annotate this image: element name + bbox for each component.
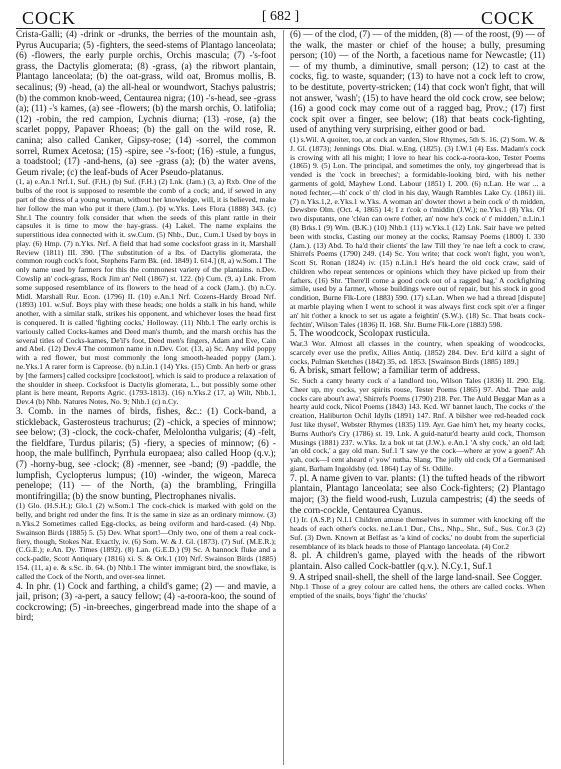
header-rule: [16, 28, 545, 29]
entry-paragraph: 4. In phr. (1) Cock and farthing, a child's game; (2) — and mavie, a jail, prison; (3) -a-pert, a saucy fellow; (4) -a-roora-koo, the sound of cockcrowing; (5) -in-breeches, gingerbread made into the shape of a bird;: [16, 581, 276, 624]
citation-paragraph: (1) s.Wil. A quoiter, too, at cock an varden, Slow Rhymes, 5th S. 16. (2) Som. W. & J. Gl. (1873); Jennings Obs. Dial. w.Eng. (1825). (3) I.W.1 (4) Ess. Madam's cock is crowing with all his might; I love to hear his cock-a-roora-koo, Tester Poems (1865) 9. (5) Lon. The principal, and sometimes the only, toy gingerbread that is vended is the 'cock in breeches'; a formidable-looking bird, with his nether garments of gold, Mayhew Lond. Labour (1851) I. 200. (6) n.Lan. He war ... a noted fechter,—th' cock o' th' clod in his day, Waugh Rambles Lake Cy. (1861) iii. (7) n.Yks.1,2, e.Yks.1 w.Yks. A woman an' dowter thowt a bein cock o' th midden, Dewsbre Olm. (Oct. 4, 1865) 14; I z t'cok o t'middin (J.W.); ne.Yks.1 (8) Yks. Of two disputants, one 'cléan can owre t'other, an' now he's cock o' t' midden,' n.Lin.1 (8) Brks.1 (9) Wm. (B.K.) (10) Nhb.1 (11) w.Yks.1 (12) Lnk. Sair have we pelted been with stocks, Casting our money at the cocks, Ramsay Poems (1800) I. 330 (Jam.). (13) Abd. To ha'd their clients' the law Till they 're nae left a cock to craw, Shirrefs Poems (1790) 249. (14) Sc. You write; that cock won't fight, you won't, Scott St. Ronan (1824) iv. (15) n.Lin.1 He's heard the old cock craw, said of children who repeat sentences or opinions which they have picked up from their fathers. (16) Shr. 'There'll come a good cock out of a ragged bag.' A cockfighting simile, used by a farmer, whose buildings were out of repair, but his stock in good condition, Burne Flk-Lore (1883) 590. (17) s.Lan. When we had a thread [dispute] at marble playing when I went to school it was always first cock spit o'er a finger an' hit t'other a knock to set us agate a feightin' (S.W.). (18) Sc. That beats cock-fechtin', Wilson Tales (1836) II. 168. Shr. Burne Flk-Lore (1883) 598.: [290, 134, 545, 329]
page-number: [ 682 ]: [261, 9, 300, 24]
right-column: [290, 30, 545, 765]
entry-paragraph: 9. A striped snail-shell, the shell of the large land-snail. See Cogger.: [290, 572, 543, 583]
header-right-word: COCK: [480, 8, 535, 28]
citation-paragraph: Sc. Such a canty hearty cock o' a landlord too, Wilson Tales (1836) II. 290. Elg. Cheer up, my cocks, yer spirits rouse, Tester Poems (1865) 97. Abd. Thae auld cocks care about't awa', Shirrefs Poems (1790) 218. Per. The Auld Beggar Man as a hearty auld cock, Nicol Poems (1843) 143. Kcd. Wi' bannet lauch, The cocks o' the creation, Haliburton Ochil Idylls (1891) 147. Rnf. A bilsher wee red-headed cock Just like thysel', Webster Rhymes (1835) 119. Ayr. Gae him't het, my hearty cocks, Burns Author's Cry (1786) st. 19. Lnk. A guid-natur'd hearty auld cock, Thomson Musings (1881) 237. w.Yks. Iz a bok ut tat (J.W.). e.An.1 'A shy cock,' an old lad; 'an old cock,' a gay old man. Suf.1 'I saw ye the cock—where ar yow a goen?' Ah yah, cock—I cent aheard o' yow' nutha. Slang. The jolly old cock Of a Germanised giant, Barham Ingoldsby (ed. 1864) Lay of St. Odille.: [290, 376, 545, 474]
citation-paragraph: (1) Ir. (A.S.P.) N.I.1 Children amuse themselves in summer with knocking off the heads of each other's cocks. ne.Lan.1 Dur., Chs., Nhp., Shr., Suf., Sus. Cor.3 (2) Suf. (3) Dwn. Known at Belfast as 'a kind of cocks,' no doubt from the superficial resemblance of its black heads to those of Plantago lanceolata. (4) Cor.2: [290, 515, 545, 551]
entry-paragraph: 8. pl. A children's game, played with the heads of the ribwort plantain. Also called Cock-battler (q.v.). N.Cy.1, Suf.1: [290, 551, 545, 572]
entry-paragraph: 6. A brisk, smart fellow; a familiar term of address.: [290, 366, 481, 377]
citation-paragraph: (1) Glo. (H.S.H.); Glo.1 (2) w.Som.1 The cock-chick is marked with gold on the belly, and bright red under the fins. It is the same in size as an ordinary minnow. (3) n.Yks.2 Sometimes called Egg-clocks, as being oviform and hard-cased. (4) Nbp. Swainson Birds (1885) 5. (5) Dev. What sport!—Only two, one of them a real cock-fiery, though, Stokes Nat. Exactly, iv. (6) Som. W. & J. Gl. (1873). (7) Suf. (M.E.R.); (C.G.E.); e.An. Dy. Times (1892). (8) Lan. (G.E.D.) (9) Sc. A bannock fluke and a cock-padle, Scott Antiquary (1816) xi. S. & Ork.1 (10) Nrf. Swainson Birds (1885) 154. (11, a) e. & s.Sc. ib. 64. (b) Nhb.1 The winter immigrant bird, the snowflake, is called the Cock of the North, and over-sea linnet.: [16, 501, 276, 581]
entry-paragraph: 7. pl. A name given to var. plants: (1) the tufted heads of the ribwort plantain, Plantago lanceolata; see also Cock-fighters; (2) Plantago major; (3) the field wood-rush, Luzula campestris; (4) the seeds of the corn-cockle, Centaurea Cyanus.: [290, 473, 545, 516]
citation-paragraph: Nbp.1 Those of a grey colour are called hens, the others are called cocks. When emptied of the snails, boys 'fight' the 'chucks': [290, 582, 545, 600]
entry-paragraph: (6) — of the clod, (7) — of the midden, (8) — of the roost, (9) — of the walk, the master or chief of the house; a bully, presuming person; (10) — of the North, a facetious name for Newcastle; (11) — of my thumb, a diminutive, small person; (12) to cast at the cocks, fig. to waste, squander; (13) to have not a cock left to crow, to be destitute, poverty-stricken; (14) that cock won't fight, that will not answer, 'wash'; (15) to have heard the old cock crow, see below; (16) a good cock may come out of a ragged bag, Prov.; (17) first cock spit over a finger, see below; (18) that beats cock-fighting, used of anything very surprising, either good or bad.: [290, 30, 545, 136]
left-column: [16, 30, 276, 765]
citation-paragraph: War.3 Wor. Almost all classes in the country, when speaking of woodcocks, scarcely ever use the prefix, Allies Antiq. (1852) 284. Dev. Er'd kill'd a sight of cocks, Pulman Sketches (1842) 35, ed. 1853. [Swainson Birds (1885) 189.]: [290, 339, 545, 366]
entry-paragraph: 3. Comb. in the names of birds, fishes, &c.: (1) Cock-band, a stickleback, Gasterosteus trachurus; (2) -chick, a species of minnow; see below; (3) -clock, the cock-chafer, Melolontha vulgaris; (4) -felt, the fieldfare, Turdus pilaris; (5) -fiery, a species of minnow; (6) -hoop, the male bullfinch, Pyrrhula europaea; also called Hoop (q.v.); (7) -horny-bug, see -clock; (8) -menner, see -band; (9) -paddle, the lumpfish, Cyclopterus lumpus; (10) -winder, the wigeon, Mareca penelope; (11) — of the North, (a) the brambling, Fringilla montifringilla; (b) the snow bunting, Plectrophanes nivalis.: [16, 407, 276, 502]
page-header: [16, 8, 545, 30]
entry-paragraph: 5. The woodcock, Scolopax rusticula.: [290, 329, 431, 340]
citation-paragraph: (1, a) e.An.1 Nrf.1, Suf. (F.H.) (b) Suf. (F.H.) (2) Lnk. (Jam.) (3, a) Rxb. One of the bulbs of the root is supposed to resemble the comb of a cock; and, if sewed in any part of the dress of a young woman, without her knowledge, will, it is believed, make her follow the man who put it there (Jam.). (b) w.Yks. Lees Flora (1888) 343. (c) Shr.1 The country folk consider that when the seeds of this plant rattle in their capsules it is time to mow the hay-grass. (4) Lakel. The name explains the superstitious idea connected with it. sw.Cum. (5) Nhb., Dur., Cum.1 Used by boys in play. (6) Hmp. (7) n.Yks. Nrf. A field that had some cocksfoot grass in it, Marshall Review (1811) III. 390. [The substitution of a lbs. of Dactylis glomerata, the common rough cock's foot, Stephens Farm Bk. (ed. 1849) I. 614.] (8, a) w.Som.1 The only name used by farmers for this the commonest variety of the plantains. n.Dev. Cowslip an' cock-grass, Rock Jim an' Nell (1867) st. 122. (b) Cum. (9, a) Lnk. From some supposed resemblance of its flowers to the head of a cock (Jam.). (b) n.Cy. Midl. Marshall Rur. Econ. (1796) II. (10) e.An.1 Nrf. Cozens-Hardy Broad Nrf. (1893) 101. w.Suf. Boys play with these heads; one holds a stalk in his hand, while another, with a similar stalk, strikes his opponent, and whichever loses the head first is conquered. It is called 'fighting cocks,' Holloway. (11) Nhb.1 The early orchis is variously called Cocks-kames and Deed man's thumb, and the marsh orchis has the several titles of Cocks-kames, De'il's foot, Deed men's fingers, Adam and Eve, Cain and Abel. (12) Dev.4 The common name in n.Dev. Cor. (13, a) Sc. Any wild poppy with a red flower, but most commonly the long smooth-headed poppy (Jam.). ne.Yks.1 A rarer form is Capreose. (b) n.Lin.1 (14) Yks. (15) Cmb. An herb or grass by [the farmers] called cocksipre [cockstoot], which is said to produce a relaxation of the shoulder in sheep. Cocksfoot is Dactylis glomerata, L., but possibly some other plant is here meant, Reports Agric. (1793-1813). (16) n.Yks.2 (17, a) Wilt, Nhb.1, Dev.4 (b) Nhb. Natures Notes, No. 9; Nhb.1 (c) n.Cy.: [16, 177, 276, 407]
column-divider: [283, 30, 284, 765]
entry-paragraph: Crista-Galli; (4) -drink or -drunks, the berries of the mountain ash, Pyrus Aucuparia; (5) -fighters, the seed-stems of Plantago lanceolata; (6) -flowers, the early purple orchis, Orchis mascula; (7) -'s-foot grass, the Dactylis glomerata; (8) -grass, (a) the ribwort plantain, Plantago lanceolata; (b) the oat-grass, wild oat, Bromus mollis, B. secalinus; (9) -head, (a) the all-heal or woundwort, Stachys palustris; (b) the common knob-weed, Centaurea nigra; (10) -'s-head, see -grass (a); (11) -'s kames, (a) see -flowers; (b) the marsh orchis, O. latifolia; (12) -robin, the red campion, Lychnis diurna; (13) -rose, (a) the scarlet poppy, Papaver Rhoeas; (b) the gall on the wild rose, R. canina; also called Canker, Gipsy-rose; (14) -sorrel, the common sorrel, Rumex Acetosa; (15) -spire, see -'s-foot; (16) -stule, a fungus, a toadstool; (17) -and-hens, (a) see -grass (a); (b) the water avens, Geum rivale; (c) the leaf-buds of Acer Pseudo-platanus.: [16, 30, 276, 178]
header-left-word: COCK: [22, 8, 77, 28]
